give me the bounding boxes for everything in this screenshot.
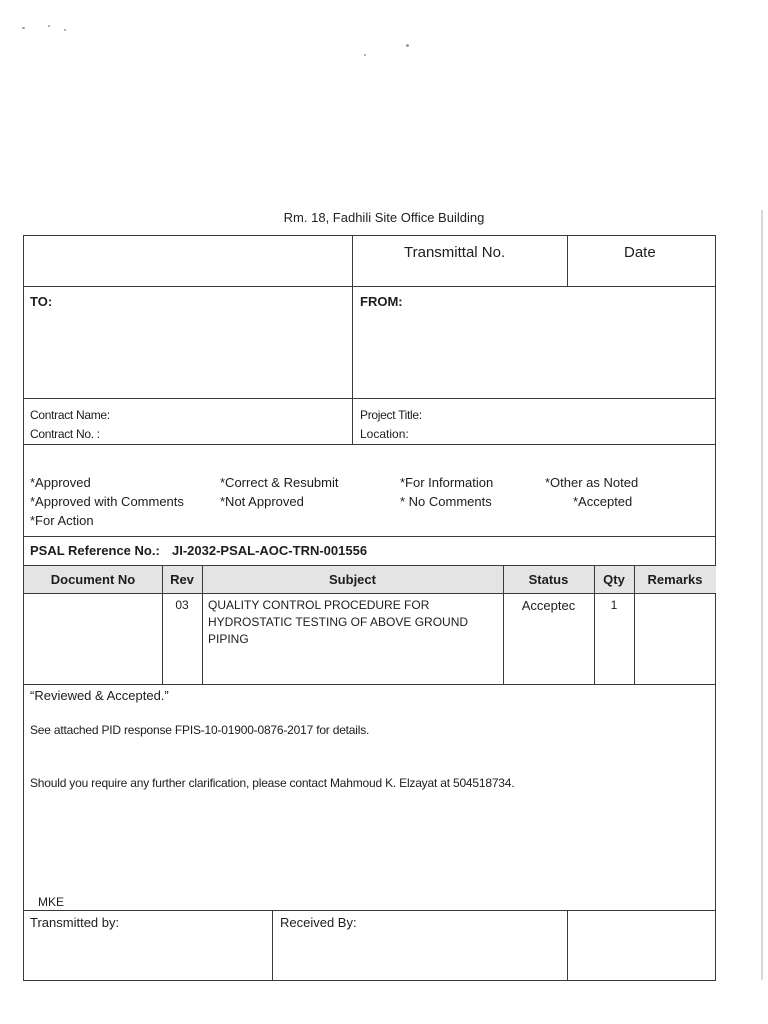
divider — [352, 286, 353, 444]
psal-reference-label: PSAL Reference No.: — [30, 543, 160, 558]
code-not-approved: *Not Approved — [220, 494, 304, 509]
comment-reviewed-accepted: “Reviewed & Accepted.” — [30, 688, 169, 703]
code-approved: *Approved — [30, 475, 91, 490]
location-label: Location: — [360, 427, 409, 441]
divider — [24, 593, 716, 594]
site-office-address: Rm. 18, Fadhili Site Office Building — [283, 210, 485, 225]
cell-subject-line: PIPING — [208, 632, 249, 646]
from-label: FROM: — [360, 294, 403, 309]
col-header-remarks: Remarks — [647, 572, 703, 587]
divider — [24, 398, 716, 399]
scan-edge — [761, 210, 763, 980]
divider — [24, 684, 716, 685]
col-header-status: Status — [528, 572, 569, 587]
divider — [567, 910, 568, 981]
code-other-as-noted: *Other as Noted — [545, 475, 639, 490]
cell-rev: 03 — [175, 598, 189, 612]
cell-subject-line: HYDROSTATIC TESTING OF ABOVE GROUND — [208, 615, 469, 629]
transmittal-form — [23, 235, 716, 981]
divider — [24, 444, 716, 445]
divider — [272, 910, 273, 981]
project-title-label: Project Title: — [360, 408, 422, 422]
scan-speck — [406, 44, 409, 47]
col-header-qty: Qty — [603, 572, 625, 587]
cell-subject-line: QUALITY CONTROL PROCEDURE FOR — [208, 598, 430, 612]
comment-pid-response: See attached PID response FPIS-10-01900-0876-2017 for details. — [30, 723, 370, 737]
scan-speck — [64, 29, 66, 31]
scan-speck — [364, 54, 366, 56]
scan-speck — [22, 27, 25, 29]
col-header-rev: Rev — [170, 572, 194, 587]
code-approved-with-comments: *Approved with Comments — [30, 494, 184, 509]
date-label: Date — [624, 244, 656, 261]
code-accepted: *Accepted — [573, 494, 633, 509]
contract-name-label: Contract Name: — [30, 408, 110, 422]
divider — [24, 910, 716, 911]
code-for-information: *For Information — [400, 475, 494, 490]
transmitted-by-label: Transmitted by: — [30, 915, 120, 930]
to-label: TO: — [30, 294, 53, 309]
code-no-comments: * No Comments — [400, 494, 492, 509]
divider — [352, 236, 353, 286]
initials: MKE — [38, 895, 65, 909]
col-header-subject: Subject — [329, 572, 376, 587]
cell-qty: 1 — [610, 598, 618, 612]
contract-no-label: Contract No. : — [30, 427, 100, 441]
divider — [24, 286, 716, 287]
received-by-label: Received By: — [280, 915, 357, 930]
divider — [24, 536, 716, 537]
comment-clarification-contact: Should you require any further clarification, please contact Mahmoud K. Elzayat at 504518734. — [30, 776, 515, 790]
col-header-document-no: Document No — [50, 572, 136, 587]
divider — [567, 236, 568, 286]
code-for-action: *For Action — [30, 513, 94, 528]
code-correct-resubmit: *Correct & Resubmit — [220, 475, 339, 490]
scan-speck — [48, 25, 50, 27]
transmittal-no-label: Transmittal No. — [404, 244, 506, 261]
psal-reference-value: JI-2032-PSAL-AOC-TRN-001556 — [172, 543, 368, 558]
cell-status: Acceptec — [521, 598, 576, 613]
